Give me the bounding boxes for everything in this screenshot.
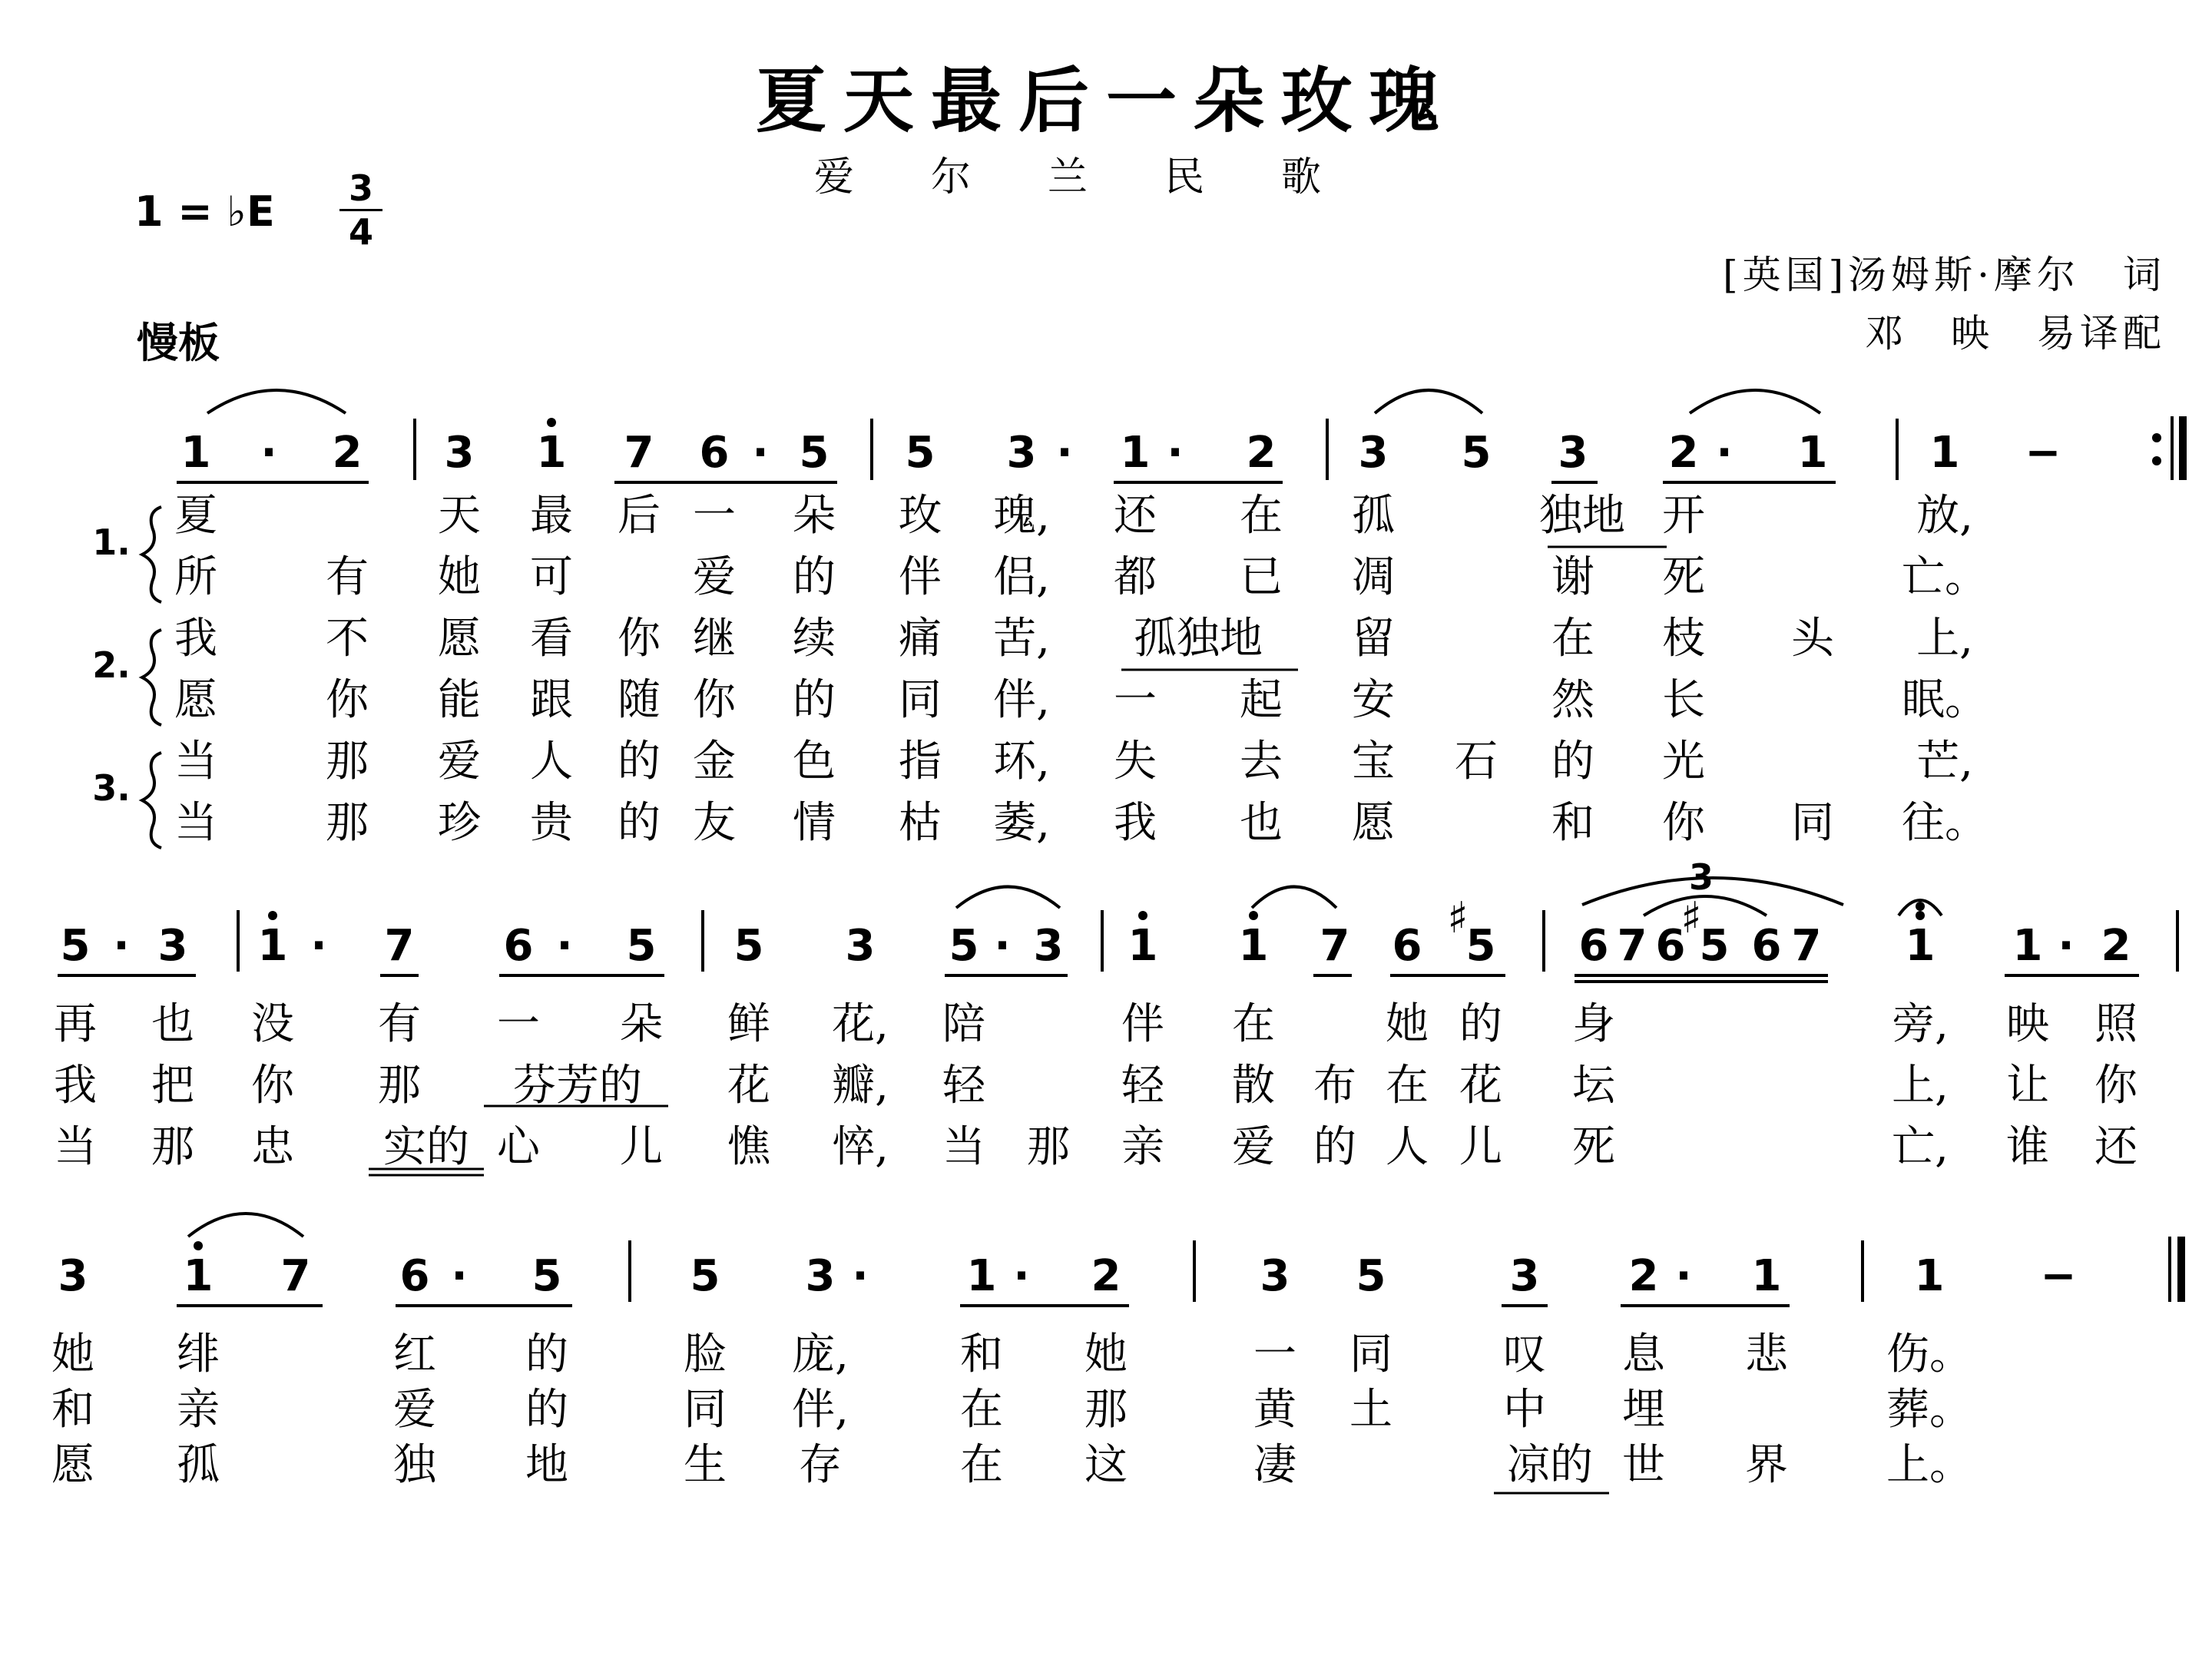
lyric-syllable: 起	[1240, 675, 1283, 725]
lyric-syllable: 那	[1027, 1122, 1070, 1172]
slur	[207, 390, 346, 413]
lyric-syllable: 后	[618, 491, 661, 541]
lyric-syllable: 能	[438, 675, 481, 725]
dot-augmentation: ·	[451, 1251, 468, 1301]
note: 5	[626, 921, 657, 971]
lyric-syllable: 爱	[438, 737, 481, 786]
dash-extension: −	[2040, 1251, 2077, 1301]
lyric-syllable: 色	[793, 737, 836, 786]
note: 5	[799, 428, 830, 478]
lyric-syllable: 侣,	[993, 552, 1050, 602]
note: 1	[1751, 1251, 1782, 1301]
lyric-syllable: 地	[525, 1440, 568, 1490]
lyric-syllable: 看	[530, 614, 573, 664]
note: 5	[690, 1251, 720, 1301]
lyric-syllable: 凉的	[1507, 1440, 1593, 1490]
slur	[1690, 390, 1820, 413]
lyric-syllable: 亲	[177, 1385, 220, 1435]
lyric-syllable: 身	[1572, 999, 1615, 1049]
lyric-syllable: 同	[1349, 1330, 1392, 1379]
slur	[1375, 390, 1482, 413]
note: 2	[1091, 1251, 1121, 1301]
lyric-syllable: 上。	[1886, 1440, 1972, 1490]
lyric-syllable: 的	[793, 552, 836, 602]
lyric-syllable: 一	[1253, 1330, 1296, 1379]
slur	[188, 1214, 303, 1237]
lyric-syllable: 这	[1084, 1440, 1128, 1490]
note: 1	[1914, 1251, 1945, 1301]
lyric-syllable: 鲜	[727, 999, 770, 1049]
lyric-syllable: 的	[618, 737, 661, 786]
lyric-syllable: 花	[727, 1061, 770, 1111]
note: 1	[536, 428, 567, 478]
lyric-syllable: 让	[2006, 1061, 2049, 1111]
lyric-syllable: 旁,	[1892, 999, 1949, 1049]
note: 6	[699, 428, 730, 478]
lyric-syllable: 谢	[1551, 552, 1594, 602]
high-octave-dot	[1249, 911, 1258, 920]
repeat-dot	[2152, 456, 2161, 465]
meter-bottom: 4	[348, 211, 373, 253]
lyric-syllable: 当	[54, 1122, 97, 1172]
lyric-syllable: 孤独地	[1134, 614, 1263, 664]
lyric-syllable: 那	[326, 798, 369, 848]
lyric-syllable: 她	[1386, 999, 1429, 1049]
lyric-syllable: 那	[1084, 1385, 1128, 1435]
lyric-syllable: 芒,	[1916, 737, 1973, 786]
lyric-syllable: 愿	[51, 1440, 94, 1490]
lyric-syllable: 那	[151, 1122, 194, 1172]
lyric-syllable: 的	[1313, 1122, 1356, 1172]
note: 1	[1238, 921, 1269, 971]
lyric-syllable: 愿	[174, 675, 217, 725]
note: 7	[280, 1251, 311, 1301]
note: 1	[2012, 921, 2043, 971]
lyric-syllable: 环,	[993, 737, 1050, 786]
lyric-syllable: 朵	[793, 491, 836, 541]
dot-augmentation: ·	[752, 428, 769, 478]
lyric-syllable: 萎,	[993, 798, 1050, 848]
lyric-syllable: 苦,	[993, 614, 1050, 664]
lyric-syllable: 亡。	[1902, 552, 1988, 602]
lyric-syllable: 瓣,	[832, 1061, 889, 1111]
note: 5	[905, 428, 935, 478]
lyric-syllable: 继	[693, 614, 736, 664]
lyric-syllable: 随	[618, 675, 661, 725]
lyric-syllable: 还	[1114, 491, 1157, 541]
lyric-syllable: 枝	[1662, 614, 1705, 664]
lyric-syllable: 伴	[1121, 999, 1164, 1049]
lyric-syllable: 存	[799, 1440, 842, 1490]
lyric-syllable: 在	[1551, 614, 1594, 664]
lyric-syllable: 和	[960, 1330, 1003, 1379]
lyric-syllable: 照	[2094, 999, 2137, 1049]
lyric-syllable: 亡,	[1892, 1122, 1949, 1172]
lyric-syllable: 你	[618, 614, 661, 664]
note: 2	[1246, 428, 1277, 478]
lyric-syllable: 往。	[1902, 798, 1988, 848]
note: 7	[1617, 921, 1647, 971]
lyric-syllable: 的	[1551, 737, 1594, 786]
triplet-label: 3	[1688, 856, 1714, 898]
sharp-sign: ♯	[1447, 893, 1469, 943]
note: 1	[257, 921, 288, 971]
lyric-syllable: 黄	[1253, 1385, 1296, 1435]
lyric-syllable: 布	[1313, 1061, 1356, 1111]
lyric-syllable: 爱	[1232, 1122, 1275, 1172]
lyric-syllable: 忠	[251, 1122, 294, 1172]
dash-extension: −	[2025, 428, 2061, 478]
dot-augmentation: ·	[310, 921, 327, 971]
lyric-syllable: 放,	[1916, 491, 1973, 541]
verse-brace	[142, 507, 161, 602]
lyric-syllable: 头	[1791, 614, 1834, 664]
note: 3	[1260, 1251, 1290, 1301]
note: 5	[1461, 428, 1492, 478]
fermata-dot	[1916, 902, 1925, 911]
verse-number: 2.	[92, 644, 131, 686]
lyric-syllable: 宝	[1352, 737, 1395, 786]
lyric-syllable: 土	[1349, 1385, 1392, 1435]
note: 3	[444, 428, 475, 478]
note: 5	[531, 1251, 562, 1301]
lyric-syllable: 光	[1662, 737, 1705, 786]
slur	[1252, 887, 1336, 909]
lyric-syllable: 伴,	[792, 1385, 849, 1435]
lyric-syllable: 悲	[1745, 1330, 1788, 1379]
lyric-syllable: 散	[1232, 1061, 1275, 1111]
note: 1	[180, 428, 211, 478]
note: 3	[1006, 428, 1037, 478]
lyric-syllable: 金	[693, 737, 736, 786]
verse-number: 1.	[92, 522, 131, 563]
lyric-syllable: 悴,	[832, 1122, 889, 1172]
lyric-syllable: 叹	[1503, 1330, 1546, 1379]
lyric-syllable: 独	[393, 1440, 436, 1490]
lyric-syllable: 埋	[1622, 1385, 1665, 1435]
lyric-syllable: 上,	[1892, 1061, 1949, 1111]
lyric-syllable: 生	[684, 1440, 727, 1490]
note: 3	[1033, 921, 1064, 971]
dot-augmentation: ·	[994, 921, 1011, 971]
lyric-syllable: 枯	[899, 798, 942, 848]
lyric-syllable: 情	[793, 798, 836, 848]
note: 7	[384, 921, 415, 971]
translator-credit: 邓 映 易译配	[1865, 311, 2166, 356]
dot-augmentation: ·	[1167, 428, 1184, 478]
lyric-syllable: 把	[151, 1061, 194, 1111]
repeat-dot	[2152, 433, 2161, 442]
lyric-syllable: 然	[1551, 675, 1594, 725]
lyric-syllable: 在	[1240, 491, 1283, 541]
lyric-syllable: 当	[174, 798, 217, 848]
lyric-syllable: 我	[174, 614, 217, 664]
note: 2	[332, 428, 363, 478]
lyric-syllable: 开	[1662, 491, 1705, 541]
lyric-syllable: 憔	[727, 1122, 770, 1172]
verse-brace	[142, 753, 161, 848]
lyric-syllable: 她	[51, 1330, 94, 1379]
note: 3	[1558, 428, 1588, 478]
lyric-syllable: 坛	[1572, 1061, 1615, 1111]
lyric-syllable: 伴	[899, 552, 942, 602]
lyric-syllable: 死	[1662, 552, 1705, 602]
dot-augmentation: ·	[260, 428, 277, 478]
lyric-syllable: 同	[899, 675, 942, 725]
note: 7	[1791, 921, 1822, 971]
lyric-syllable: 葬。	[1886, 1385, 1972, 1435]
lyric-syllable: 你	[693, 675, 736, 725]
lyric-syllable: 的	[793, 675, 836, 725]
lyric-syllable: 她	[1084, 1330, 1128, 1379]
lyric-syllable: 绯	[177, 1330, 220, 1379]
lyric-syllable: 你	[2094, 1061, 2137, 1111]
lyric-syllable: 在	[1386, 1061, 1429, 1111]
high-octave-dot	[547, 418, 556, 427]
note: 3	[805, 1251, 836, 1301]
dot-augmentation: ·	[2058, 921, 2075, 971]
lyric-syllable: 我	[1114, 798, 1157, 848]
high-octave-dot	[268, 911, 277, 920]
note: 6	[399, 1251, 430, 1301]
note: 6	[1655, 921, 1686, 971]
lyric-syllable: 长	[1662, 675, 1705, 725]
lyric-syllable: 续	[793, 614, 836, 664]
dot-augmentation: ·	[852, 1251, 869, 1301]
lyric-syllable: 眠。	[1902, 675, 1988, 725]
sharp-sign: ♯	[1681, 893, 1702, 943]
lyric-syllable: 和	[1551, 798, 1594, 848]
lyric-syllable: 你	[326, 675, 369, 725]
dot-augmentation: ·	[113, 921, 130, 971]
lyric-syllable: 安	[1352, 675, 1395, 725]
lyric-syllable: 指	[899, 737, 942, 786]
high-octave-dot	[1916, 911, 1925, 920]
lyric-syllable: 花	[1459, 1061, 1502, 1111]
verse-brace	[142, 630, 161, 725]
lyricist-credit: [英国]汤姆斯·摩尔 词	[1723, 253, 2166, 297]
lyric-syllable: 轻	[1121, 1061, 1164, 1111]
lyric-syllable: 愿	[1352, 798, 1395, 848]
lyric-syllable: 的	[525, 1385, 568, 1435]
lyric-syllable: 去	[1240, 737, 1283, 786]
lyric-syllable: 伴,	[993, 675, 1050, 725]
lyric-syllable: 已	[1240, 552, 1283, 602]
lyric-syllable: 孤	[1352, 491, 1395, 541]
lyric-syllable: 天	[438, 491, 481, 541]
lyric-syllable: 的	[1459, 999, 1502, 1049]
lyric-syllable: 贵	[530, 798, 573, 848]
lyric-syllable: 心	[497, 1122, 540, 1172]
lyric-syllable: 映	[2006, 999, 2049, 1049]
lyric-syllable: 中	[1503, 1385, 1546, 1435]
lyric-syllable: 亲	[1121, 1122, 1164, 1172]
tempo-marking: 慢板	[137, 318, 220, 367]
lyric-syllable: 儿	[1459, 1122, 1502, 1172]
lyric-syllable: 你	[251, 1061, 294, 1111]
note: 1	[183, 1251, 214, 1301]
note: 3	[845, 921, 876, 971]
lyric-syllable: 还	[2094, 1122, 2137, 1172]
lyric-syllable: 界	[1745, 1440, 1788, 1490]
note: 1	[1929, 428, 1960, 478]
note: 5	[1356, 1251, 1386, 1301]
lyric-syllable: 愿	[438, 614, 481, 664]
lyric-syllable: 和	[51, 1385, 94, 1435]
lyric-syllable: 那	[378, 1061, 421, 1111]
lyric-syllable: 一	[693, 491, 736, 541]
lyric-syllable: 在	[960, 1385, 1003, 1435]
lyric-syllable: 友	[693, 798, 736, 848]
meter-top: 3	[348, 167, 373, 209]
lyric-syllable: 当	[942, 1122, 985, 1172]
lyric-syllable: 息	[1622, 1330, 1665, 1379]
note: 5	[60, 921, 91, 971]
note: 3	[1509, 1251, 1540, 1301]
lyric-syllable: 上,	[1916, 614, 1973, 664]
lyric-syllable: 朵	[620, 999, 663, 1049]
lyric-syllable: 可	[530, 552, 573, 602]
lyric-syllable: 最	[530, 491, 573, 541]
lyric-syllable: 有	[378, 999, 421, 1049]
lyric-syllable: 珍	[438, 798, 481, 848]
note: 6	[1578, 921, 1609, 971]
lyric-syllable: 在	[960, 1440, 1003, 1490]
lyric-syllable: 石	[1455, 737, 1498, 786]
lyric-syllable: 的	[618, 798, 661, 848]
slur	[1644, 896, 1767, 916]
lyric-syllable: 也	[1240, 798, 1283, 848]
lyric-syllable: 在	[1232, 999, 1275, 1049]
lyric-syllable: 凄	[1253, 1440, 1296, 1490]
high-octave-dot	[194, 1241, 203, 1250]
key-signature: 1 = ♭E	[134, 187, 275, 236]
note: 3	[1358, 428, 1389, 478]
lyric-syllable: 实的	[383, 1122, 469, 1172]
verse-number: 3.	[92, 767, 131, 809]
lyric-syllable: 玫	[899, 491, 942, 541]
slur	[956, 887, 1060, 909]
lyric-syllable: 不	[326, 614, 369, 664]
note: 2	[2101, 921, 2131, 971]
lyric-syllable: 痛	[899, 614, 942, 664]
lyric-syllable: 庞,	[792, 1330, 849, 1379]
note: 5	[1699, 921, 1730, 971]
note: 2	[1668, 428, 1699, 478]
note: 3	[58, 1251, 88, 1301]
lyric-syllable: 红	[393, 1330, 436, 1379]
lyric-syllable: 人	[530, 737, 573, 786]
lyric-syllable: 再	[54, 999, 97, 1049]
lyric-syllable: 同	[684, 1385, 727, 1435]
note: 1	[1797, 428, 1828, 478]
dot-augmentation: ·	[1013, 1251, 1030, 1301]
high-octave-dot	[1138, 911, 1147, 920]
lyric-syllable: 芬芳的	[513, 1061, 642, 1111]
lyric-syllable: 陪	[942, 999, 985, 1049]
lyric-syllable: 一	[497, 999, 540, 1049]
lyric-syllable: 那	[326, 737, 369, 786]
song-title: 夏天最后一朵玫瑰	[755, 59, 1456, 142]
lyric-syllable: 孤	[177, 1440, 220, 1490]
dot-augmentation: ·	[556, 921, 573, 971]
dot-augmentation: ·	[1716, 428, 1733, 478]
lyric-syllable: 死	[1572, 1122, 1615, 1172]
note: 5	[949, 921, 979, 971]
note: 1	[1905, 921, 1936, 971]
note: 5	[733, 921, 764, 971]
lyric-syllable: 爱	[393, 1385, 436, 1435]
lyric-syllable: 独地	[1539, 491, 1625, 541]
dot-augmentation: ·	[1056, 428, 1073, 478]
lyric-syllable: 的	[525, 1330, 568, 1379]
lyric-syllable: 谁	[2006, 1122, 2049, 1172]
lyric-syllable: 儿	[620, 1122, 663, 1172]
lyric-syllable: 凋	[1352, 552, 1395, 602]
note: 5	[1465, 921, 1496, 971]
lyric-syllable: 脸	[684, 1330, 727, 1379]
note: 6	[1751, 921, 1782, 971]
lyric-syllable: 也	[151, 999, 194, 1049]
lyric-syllable: 没	[251, 999, 294, 1049]
lyric-syllable: 你	[1662, 798, 1705, 848]
lyric-syllable: 留	[1352, 614, 1395, 664]
lyric-syllable: 夏	[174, 491, 217, 541]
lyric-syllable: 爱	[693, 552, 736, 602]
lyric-syllable: 同	[1791, 798, 1834, 848]
lyric-syllable: 当	[174, 737, 217, 786]
lyric-syllable: 她	[438, 552, 481, 602]
lyric-syllable: 我	[54, 1061, 97, 1111]
lyric-syllable: 一	[1114, 675, 1157, 725]
note: 1	[1128, 921, 1158, 971]
lyric-syllable: 世	[1622, 1440, 1665, 1490]
note: 3	[157, 921, 188, 971]
note: 1	[1120, 428, 1151, 478]
lyric-syllable: 伤。	[1886, 1330, 1972, 1379]
note: 6	[503, 921, 534, 971]
lyric-syllable: 所	[174, 552, 217, 602]
lyric-syllable: 失	[1114, 737, 1157, 786]
lyric-syllable: 花,	[832, 999, 889, 1049]
lyric-syllable: 都	[1114, 552, 1157, 602]
note: 7	[624, 428, 654, 478]
note: 2	[1628, 1251, 1659, 1301]
lyric-syllable: 轻	[942, 1061, 985, 1111]
song-subtitle: 爱尔兰民歌	[813, 154, 1398, 200]
lyric-syllable: 有	[326, 552, 369, 602]
note: 6	[1392, 921, 1422, 971]
dot-augmentation: ·	[1675, 1251, 1692, 1301]
note: 1	[966, 1251, 997, 1301]
lyric-syllable: 跟	[530, 675, 573, 725]
lyric-syllable: 人	[1386, 1122, 1429, 1172]
note: 7	[1320, 921, 1350, 971]
lyric-syllable: 瑰,	[993, 491, 1050, 541]
